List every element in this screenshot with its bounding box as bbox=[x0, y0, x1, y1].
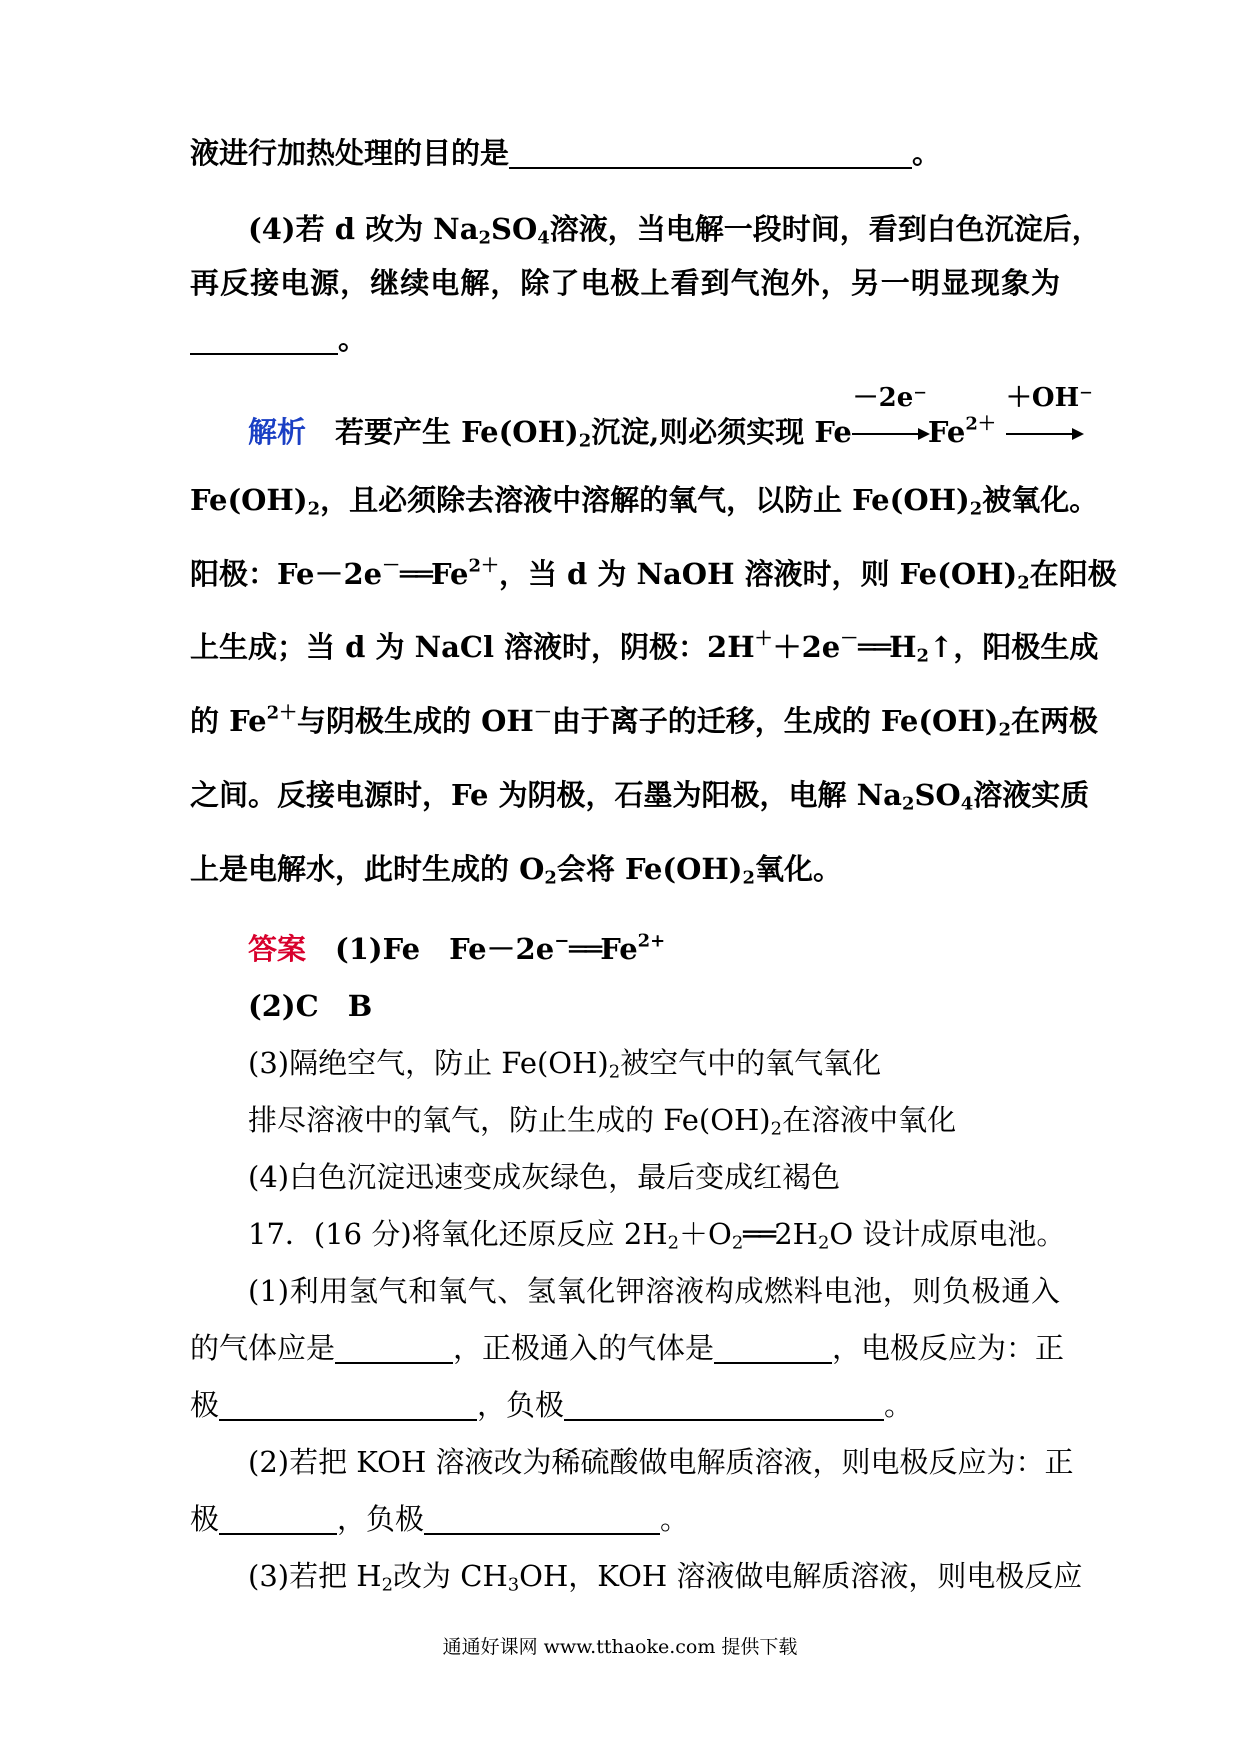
answer-blank[interactable] bbox=[509, 137, 912, 169]
analysis-line-2: $Fe(OH)_2$，且必须除去溶液中溶解的氧气，以防止 $Fe(OH)_2$被氧化。 bbox=[190, 483, 1099, 520]
analysis-line-4: 上生成；当 d 为 NaCl 溶液时，阴极：$2H^++2e^-══H_2↑$，阳极生成 bbox=[190, 628, 1099, 667]
analysis-line-6: 之间。反接电源时，Fe 为阴极，石墨为阳极，电解 $Na_2SO_4$溶液实质 bbox=[190, 778, 1090, 815]
q3-tail-line: 液进行加热处理的目的是 。 bbox=[190, 136, 942, 170]
q17-stem: 17．(16 分)将氧化还原反应 $2H_2+O_2══2H_2O$ 设计成原电池。 bbox=[248, 1217, 1066, 1254]
analysis-label: 解析 bbox=[248, 415, 307, 449]
q17-p1-line-3: 极 ，负极 。 bbox=[190, 1388, 914, 1422]
q17-p2-line-1: (2)若把 KOH 溶液改为稀硫酸做电解质溶液，则电极反应为：正 bbox=[248, 1445, 1074, 1479]
q17-p3-line-1: (3)若把 $H_2$改为 $CH_3OH$，KOH 溶液做电解质溶液，则电极反应 bbox=[248, 1559, 1083, 1596]
answer-line-2: (2)C B bbox=[248, 989, 373, 1023]
analysis-line-5: 的 $Fe^{2+}$与阴极生成的 OH－由于离子的迁移，生成的 $Fe(OH)_2$在两极 bbox=[190, 702, 1098, 741]
q17-p2-line-2: 极 ，负极 。 bbox=[190, 1502, 690, 1536]
answer-line-1: 答案 (1)Fe $Fe-2e^-══Fe^{2+}$ bbox=[248, 930, 666, 966]
q4-line-2: 再反接电源，继续电解，除了电极上看到气泡外，另一明显现象为 bbox=[190, 266, 1060, 300]
answer-blank[interactable] bbox=[335, 1332, 453, 1364]
answer-blank[interactable] bbox=[714, 1332, 832, 1364]
answer-blank[interactable] bbox=[564, 1389, 884, 1421]
answer-blank[interactable] bbox=[219, 1503, 337, 1535]
answer-label: 答案 bbox=[248, 932, 307, 966]
q4-line-1: (4)若 d 改为 $Na_2SO_4$溶液，当电解一段时间，看到白色沉淀后， bbox=[248, 212, 1101, 249]
reaction-arrow-1: －2e⁻ bbox=[852, 412, 928, 452]
answer-blank[interactable] bbox=[190, 323, 338, 355]
reaction-arrow-2: ＋OH⁻ bbox=[1006, 412, 1082, 452]
answer-line-5: (4)白色沉淀迅速变成灰绿色，最后变成红褐色 bbox=[248, 1160, 841, 1194]
q17-p1-line-1: (1)利用氢气和氧气、氢氧化钾溶液构成燃料电池，则负极通入 bbox=[248, 1274, 1060, 1308]
analysis-line-3: 阳极：$Fe-2e^-══Fe^{2+}$，当 d 为 NaOH 溶液时，则 $Fe(OH)_2$在阳极 bbox=[190, 555, 1117, 594]
answer-blank[interactable] bbox=[424, 1503, 660, 1535]
analysis-line-7: 上是电解水，此时生成的 $O_2$会将 $Fe(OH)_2$氧化。 bbox=[190, 852, 843, 889]
answer-line-4: 排尽溶液中的氧气，防止生成的 $Fe(OH)_2$在溶液中氧化 bbox=[248, 1103, 957, 1140]
q4-line-3: 。 bbox=[190, 319, 1060, 359]
q17-p1-line-2: 的气体应是 ，正极通入的气体是 ，电极反应为：正 bbox=[190, 1331, 1065, 1365]
page-footer: 通通好课网 www.tthaoke.com 提供下载 bbox=[442, 1636, 798, 1658]
analysis-line-1: 解析 若要产生 $Fe(OH)_2$沉淀,则必须实现 Fe －2e⁻ $Fe^{2+}$ ＋OH⁻ bbox=[248, 383, 1093, 452]
answer-blank[interactable] bbox=[219, 1389, 477, 1421]
answer-line-3: (3)隔绝空气，防止 $Fe(OH)_2$被空气中的氧气氧化 bbox=[248, 1046, 882, 1083]
q3-tail-text: 液进行加热处理的目的是 bbox=[190, 136, 510, 170]
